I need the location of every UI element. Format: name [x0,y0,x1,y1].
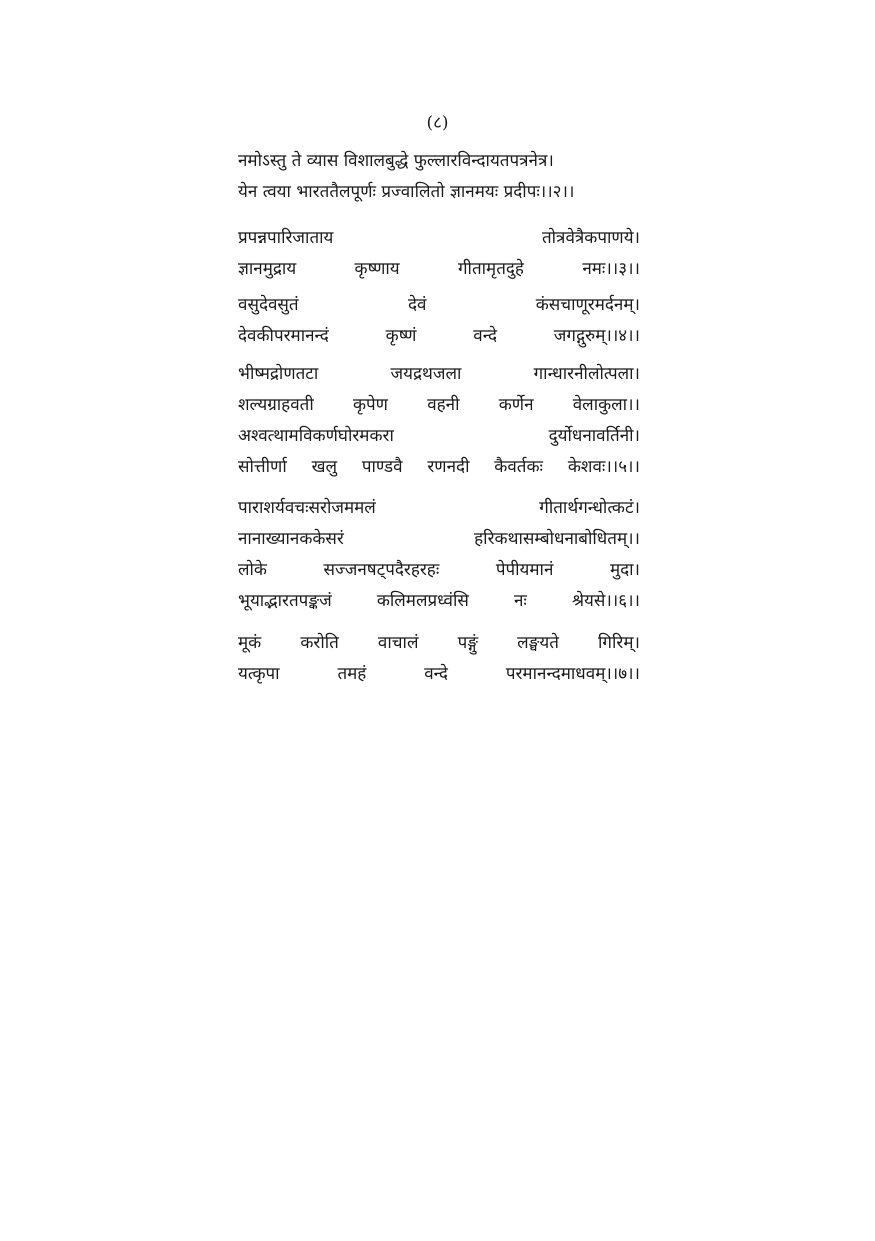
verse-word: नानाख्यानककेसरं [238,529,344,549]
verse-word: लोके [238,560,267,580]
page-number: (८) [426,113,449,133]
verse-line [238,526,640,557]
verse-6 [238,495,640,619]
verse-line [238,292,640,323]
verse-word: श्रेयसे।।६।। [571,591,640,611]
verse-text: येन त्वया भारततैलपूर्णः प्रज्वालितो ज्ञानमयः प्रदीपः।।२।। [238,182,575,202]
verse-7 [238,630,640,692]
verse-word: पङ्गुं [457,633,478,653]
verse-word: शल्यग्राहवती [238,395,314,415]
verse-line [238,454,640,485]
verse-word: नः [514,591,527,611]
verse-word: हरिकथासम्बोधनाबोधितम्।। [474,529,640,549]
verse-4 [238,292,640,354]
verse-word: तोत्रवेत्रैकपाणये। [541,228,640,248]
verse-word: वसुदेवसुतं [238,295,299,315]
verse-word: कृपेण [352,395,388,415]
verse-word: वहनी [427,395,460,415]
verse-word: करोति [300,633,339,653]
verse-word: कंसचाणूरमर्दनम्। [535,295,640,315]
verse-word: मूकं [238,633,262,653]
verse-line [238,392,640,423]
verse-word: कर्णेन [498,395,534,415]
verse-word: भीष्मद्रोणतटा [238,364,319,384]
verse-word: वाचालं [377,633,419,653]
verse-word: जगद्गुरुम्।।४।। [553,326,640,346]
verse-word: केशवः।।५।। [567,457,640,477]
verse-word: मुदा। [609,560,640,580]
verse-line [238,179,640,210]
verse-line [238,361,640,392]
verse-line [238,495,640,526]
verse-word: गिरिम्। [598,633,640,653]
verse-line [238,256,640,287]
verse-word: कलिमलप्रध्वंसि [376,591,469,611]
verse-word: दुर्योधनावर्तिनी। [548,426,640,446]
verse-word: पाण्डवै [361,457,403,477]
verse-word: परमानन्दमाधवम्।।७।। [505,664,640,684]
verse-word: तमहं [337,664,367,684]
verse-word: रणनदी [427,457,470,477]
verse-word: वन्दे [473,326,497,346]
verse-word: जयद्रथजला [390,364,462,384]
verse-text: नमोऽस्तु ते व्यास विशालबुद्धे फुल्लारविन्दायतपत्रनेत्र। [238,151,554,171]
verse-word: गीतार्थगन्धोत्कटं। [539,498,640,518]
verse-word: कृष्णं [385,326,417,346]
verse-line [238,323,640,354]
verse-word: प्रपन्नपारिजाताय [238,228,334,248]
verse-word: भूयाद्भारतपङ्कजं [238,591,332,611]
verse-word: सोत्तीर्णा [238,457,287,477]
verse-word: गान्धारनीलोत्पला। [533,364,640,384]
verse-word: पेपीयमानं [495,560,554,580]
verse-word: कैवर्तकः [494,457,543,477]
verse-2 [238,148,640,210]
verse-line [238,588,640,619]
verse-3 [238,225,640,287]
verse-word: अश्वत्थामविकर्णघोरमकरा [238,426,394,446]
verse-word: यत्कृपा [238,664,280,684]
verse-line [238,148,640,179]
verse-line [238,661,640,692]
verse-line [238,630,640,661]
verse-word: नमः।।३।। [582,259,640,279]
verse-5 [238,361,640,485]
verse-word: कृष्णाय [354,259,400,279]
verse-line [238,423,640,454]
verse-line [238,225,640,256]
verse-word: खलु [311,457,338,477]
verse-word: वन्दे [424,664,448,684]
verse-word: गीतामृतदुहे [457,259,524,279]
verse-line [238,557,640,588]
verse-word: पाराशर्यवचःसरोजममलं [238,498,376,518]
verse-word: ज्ञानमुद्राय [238,259,297,279]
verse-word: देवं [407,295,427,315]
verse-word: सज्जनषट्पदैरहरहः [323,560,440,580]
verse-word: देवकीपरमानन्दं [238,326,329,346]
verse-word: लङ्घयते [517,633,559,653]
verse-word: वेलाकुला।। [572,395,640,415]
